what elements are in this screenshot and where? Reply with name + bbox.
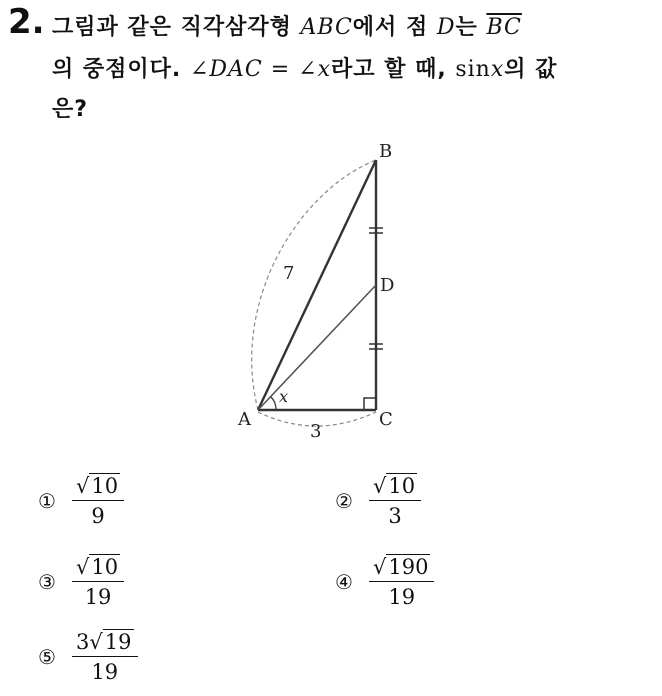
angle-arc xyxy=(271,397,276,410)
sin-function: sin xyxy=(455,57,491,82)
side-label-ab: 7 xyxy=(283,263,295,284)
radicand: 10 xyxy=(388,474,416,498)
choice-marker: ③ xyxy=(38,570,56,594)
choice-2[interactable] xyxy=(335,474,421,528)
choice-3[interactable] xyxy=(38,555,124,609)
triangle-name: ABC xyxy=(300,15,353,40)
label-c: C xyxy=(379,409,393,430)
label-b: B xyxy=(379,141,393,162)
label-a: A xyxy=(238,409,251,430)
fraction: $\frac{3√19}{19}$ xyxy=(72,630,138,684)
radicand: 10 xyxy=(91,555,119,579)
denominator: 3 xyxy=(388,504,402,528)
choice-1[interactable] xyxy=(38,474,124,528)
choice-5[interactable] xyxy=(38,630,138,684)
angle-label: x xyxy=(279,387,289,406)
choice-marker: ① xyxy=(38,489,56,513)
coefficient: 3 xyxy=(76,630,90,654)
radicand: 190 xyxy=(388,555,429,579)
question-text: 라고 할 때, xyxy=(331,57,456,82)
choice-marker: ⑤ xyxy=(38,645,56,669)
radicand: 10 xyxy=(91,474,119,498)
fraction: $\frac{√10}{3}$ xyxy=(369,474,421,528)
choice-4[interactable] xyxy=(335,555,434,609)
denominator: 19 xyxy=(84,585,112,609)
denominator: 19 xyxy=(388,585,416,609)
question-text: 그림과 같은 직각삼각형 xyxy=(52,15,301,40)
label-d: D xyxy=(380,275,395,296)
question-number: 2. xyxy=(8,2,45,42)
segment-ad xyxy=(258,285,376,410)
radicand: 19 xyxy=(104,630,132,654)
denominator: 19 xyxy=(91,660,119,684)
fraction: $\frac{√190}{19}$ xyxy=(369,555,434,609)
question-text: 의 값 xyxy=(504,57,558,82)
right-angle-mark xyxy=(364,398,376,410)
fraction: $\frac{√10}{9}$ xyxy=(72,474,124,528)
side-ab xyxy=(258,160,376,410)
question-text: 에서 점 xyxy=(352,15,437,40)
variable-x: x xyxy=(490,57,505,82)
question-text: 의 중점이다. xyxy=(52,57,190,82)
segment-name: $\overline{BC}$ xyxy=(486,15,522,40)
point-name: D xyxy=(436,15,456,40)
question-line-3: 은? xyxy=(52,97,89,122)
angle-expression: ∠DAC = ∠x xyxy=(189,57,331,82)
side-label-ac: 3 xyxy=(310,421,322,442)
fraction: $\frac{√10}{19}$ xyxy=(72,555,124,609)
choice-marker: ④ xyxy=(335,570,353,594)
choice-marker: ② xyxy=(335,489,353,513)
denominator: 9 xyxy=(91,504,105,528)
question-text: 는 xyxy=(455,15,487,40)
